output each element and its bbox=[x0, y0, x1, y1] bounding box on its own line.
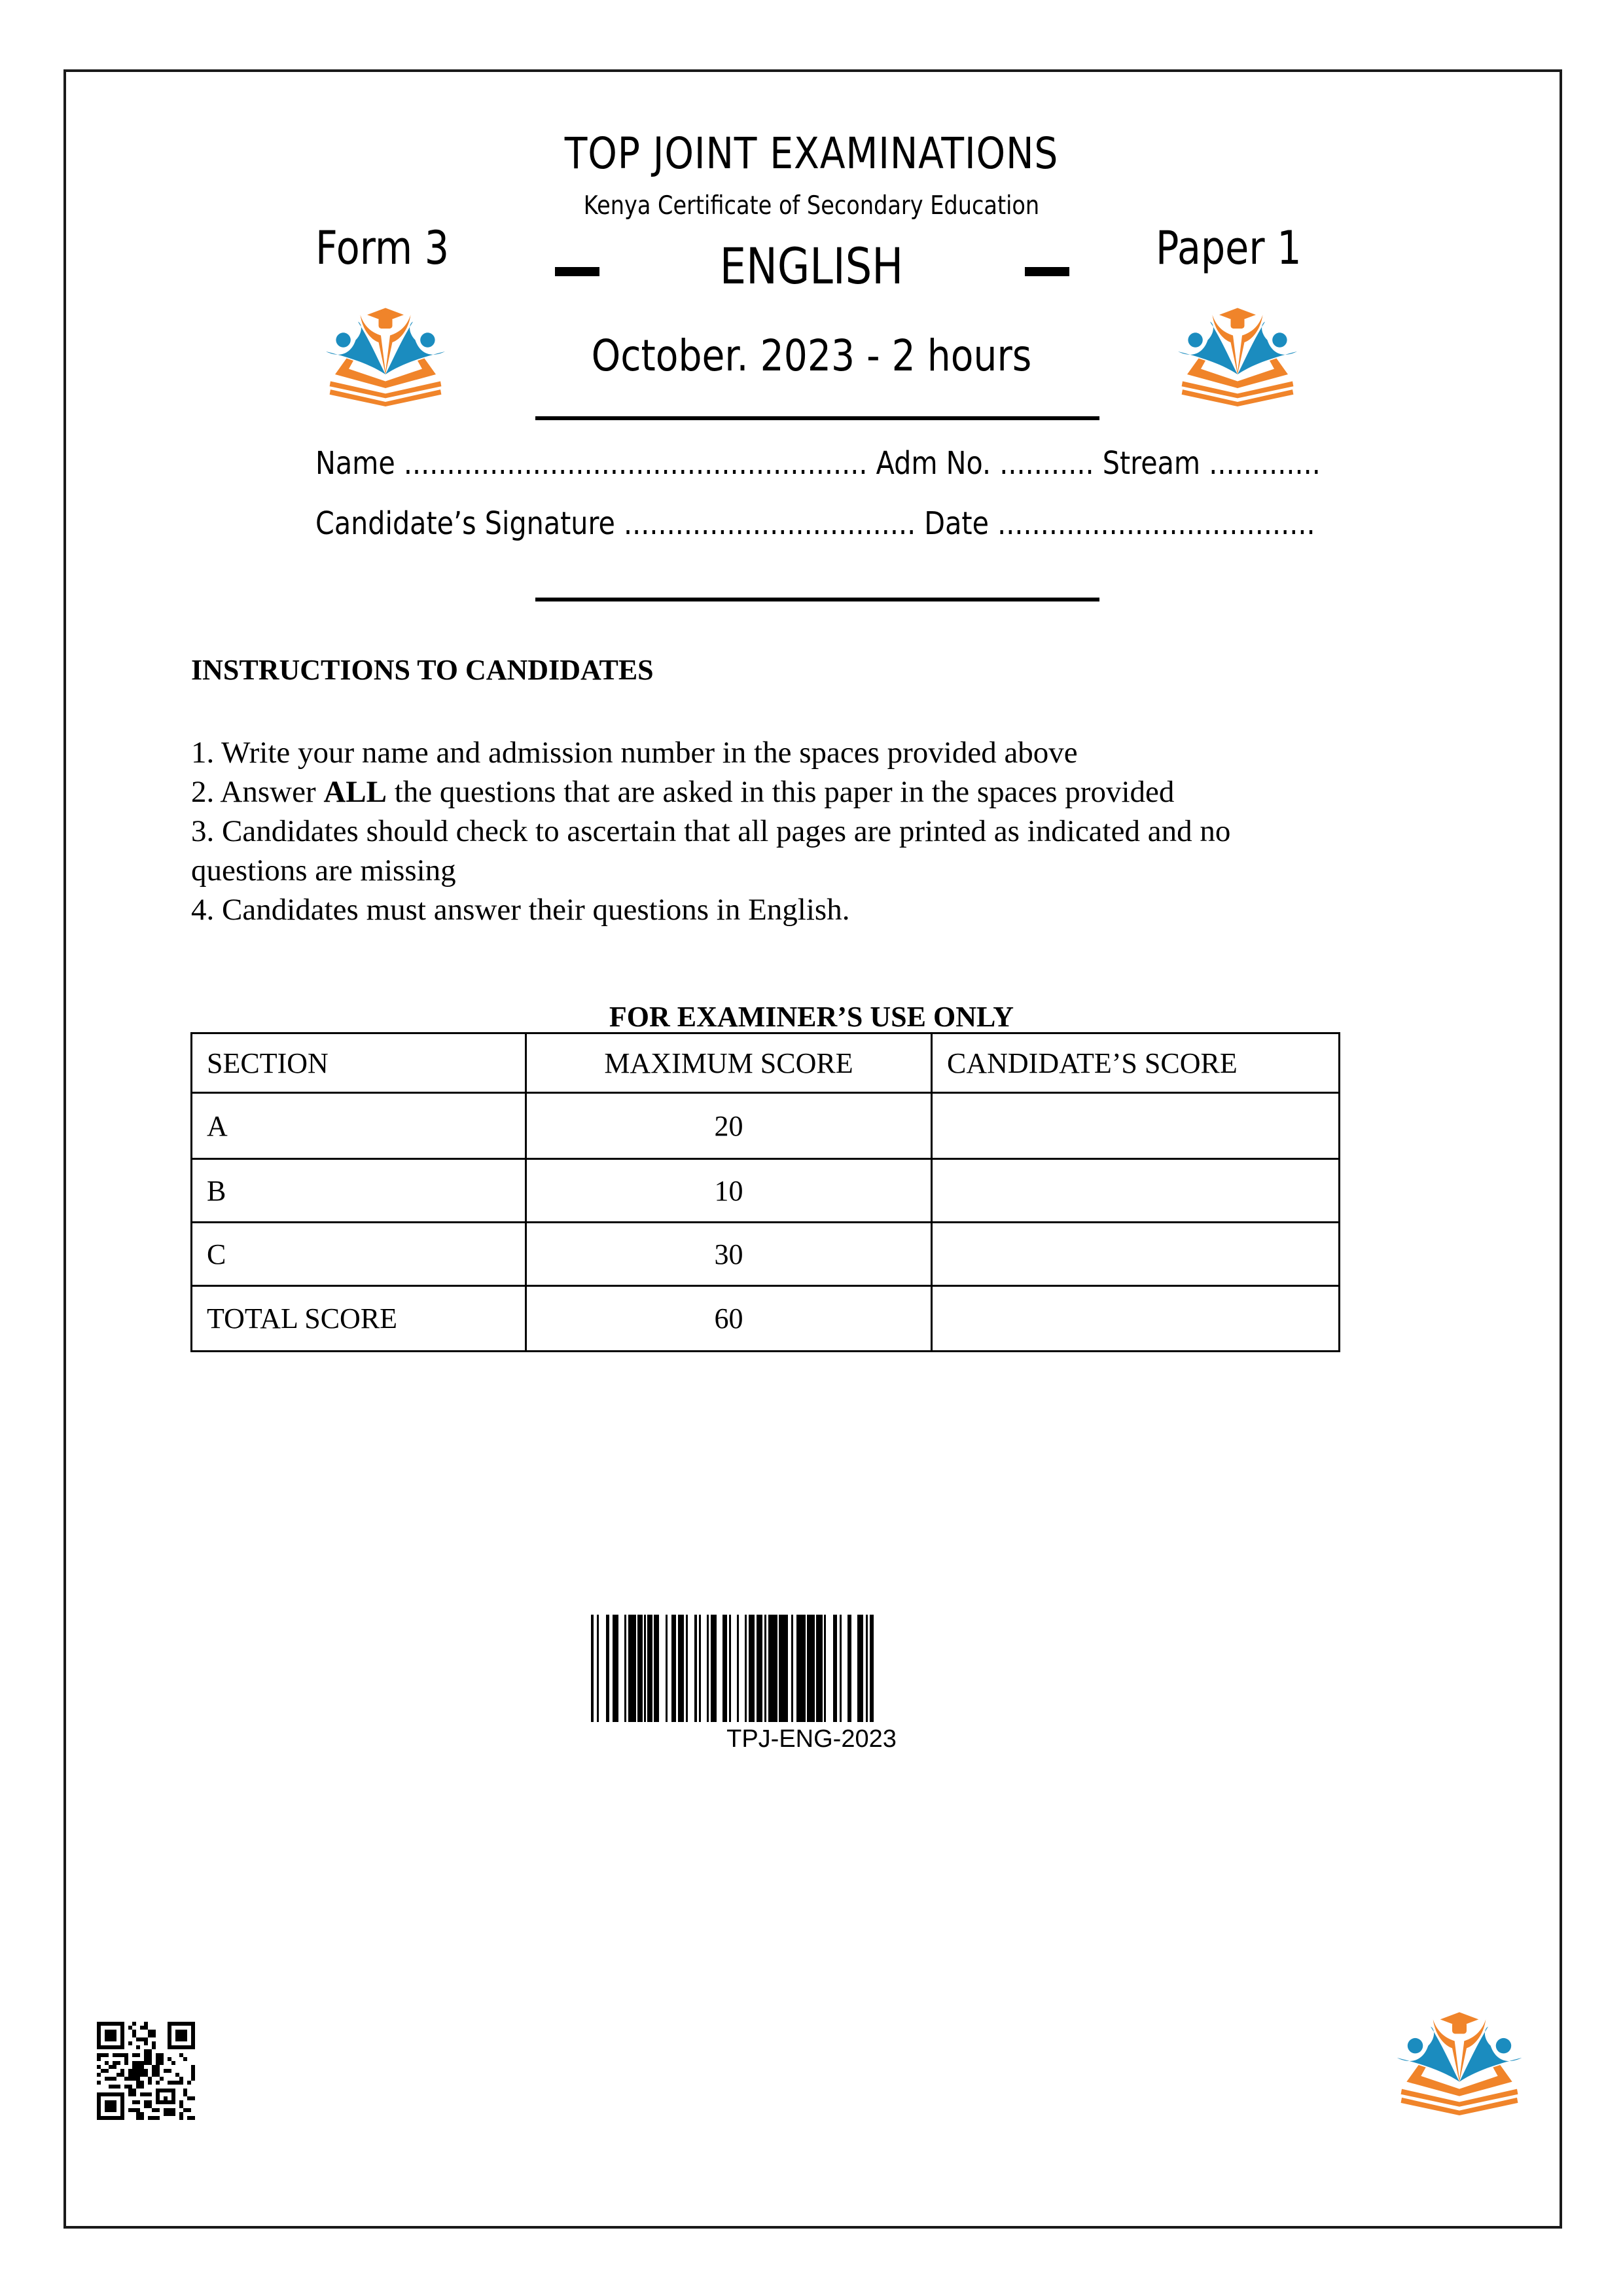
max-score-cell: 30 bbox=[526, 1223, 932, 1286]
instruction-item bbox=[191, 851, 456, 890]
form-label: Form 3 bbox=[315, 221, 450, 275]
section-cell: TOTAL SCORE bbox=[192, 1286, 526, 1352]
instruction-item bbox=[191, 812, 1230, 851]
candidate-score-cell[interactable] bbox=[932, 1223, 1340, 1286]
max-score-cell: 10 bbox=[526, 1159, 932, 1223]
subject-title: ENGLISH bbox=[719, 237, 904, 295]
candidate-score-cell[interactable] bbox=[932, 1286, 1340, 1352]
header-divider-top bbox=[535, 416, 1099, 420]
table-row bbox=[192, 1093, 1340, 1159]
instruction-emphasis: ALL bbox=[323, 775, 387, 809]
school-logo-icon bbox=[317, 296, 454, 407]
table-header-row bbox=[192, 1033, 1340, 1093]
section-cell: C bbox=[192, 1223, 526, 1286]
max-score-cell: 60 bbox=[526, 1286, 932, 1352]
instructions-heading: INSTRUCTIONS TO CANDIDATES bbox=[191, 654, 654, 686]
candidate-fields-row-2[interactable]: Candidate’s Signature .................................. Date ..................................... bbox=[315, 505, 1315, 542]
section-cell: A bbox=[192, 1093, 526, 1159]
header-candidate-score: CANDIDATE’S SCORE bbox=[932, 1033, 1340, 1093]
candidate-score-cell[interactable] bbox=[932, 1159, 1340, 1223]
header-divider-bottom bbox=[535, 598, 1099, 601]
instruction-text: questions are missing bbox=[191, 853, 456, 888]
school-logo-icon bbox=[1387, 2000, 1531, 2116]
section-cell: B bbox=[192, 1159, 526, 1223]
header-max-score: MAXIMUM SCORE bbox=[526, 1033, 932, 1093]
candidate-fields-row-1[interactable]: Name ...................................................... Adm No. ........... Stream ............. bbox=[315, 445, 1321, 482]
exam-subtitle: Kenya Certificate of Secondary Education bbox=[583, 191, 1040, 221]
instruction-item bbox=[191, 890, 849, 929]
instruction-text: 4. Candidates must answer their questions in English. bbox=[191, 893, 850, 927]
instruction-item bbox=[191, 733, 1078, 772]
barcode-label: TPJ-ENG-2023 bbox=[726, 1725, 897, 1753]
table-row bbox=[192, 1223, 1340, 1286]
instruction-text: 3. Candidates should check to ascertain that all pages are printed as indicated and no bbox=[191, 814, 1231, 848]
header-section: SECTION bbox=[192, 1033, 526, 1093]
table-row bbox=[192, 1159, 1340, 1223]
instruction-text: the questions that are asked in this paper in the spaces provided bbox=[386, 775, 1175, 809]
instruction-text: 2. Answer bbox=[191, 775, 324, 809]
candidate-score-cell[interactable] bbox=[932, 1093, 1340, 1159]
school-logo-icon bbox=[1169, 296, 1306, 407]
instruction-item bbox=[191, 772, 1174, 812]
table-row-total bbox=[192, 1286, 1340, 1352]
score-table bbox=[190, 1032, 1340, 1352]
exam-title: TOP JOINT EXAMINATIONS bbox=[564, 128, 1059, 179]
exam-date-duration: October. 2023 - 2 hours bbox=[591, 331, 1032, 381]
paper-label: Paper 1 bbox=[1156, 221, 1302, 275]
barcode-icon bbox=[591, 1615, 912, 1722]
qr-code-icon bbox=[97, 2021, 195, 2121]
max-score-cell: 20 bbox=[526, 1093, 932, 1159]
examiner-use-caption: FOR EXAMINER’S USE ONLY bbox=[609, 1001, 1014, 1033]
instruction-text: 1. Write your name and admission number in the spaces provided above bbox=[191, 736, 1078, 770]
dash-right bbox=[1025, 267, 1069, 276]
